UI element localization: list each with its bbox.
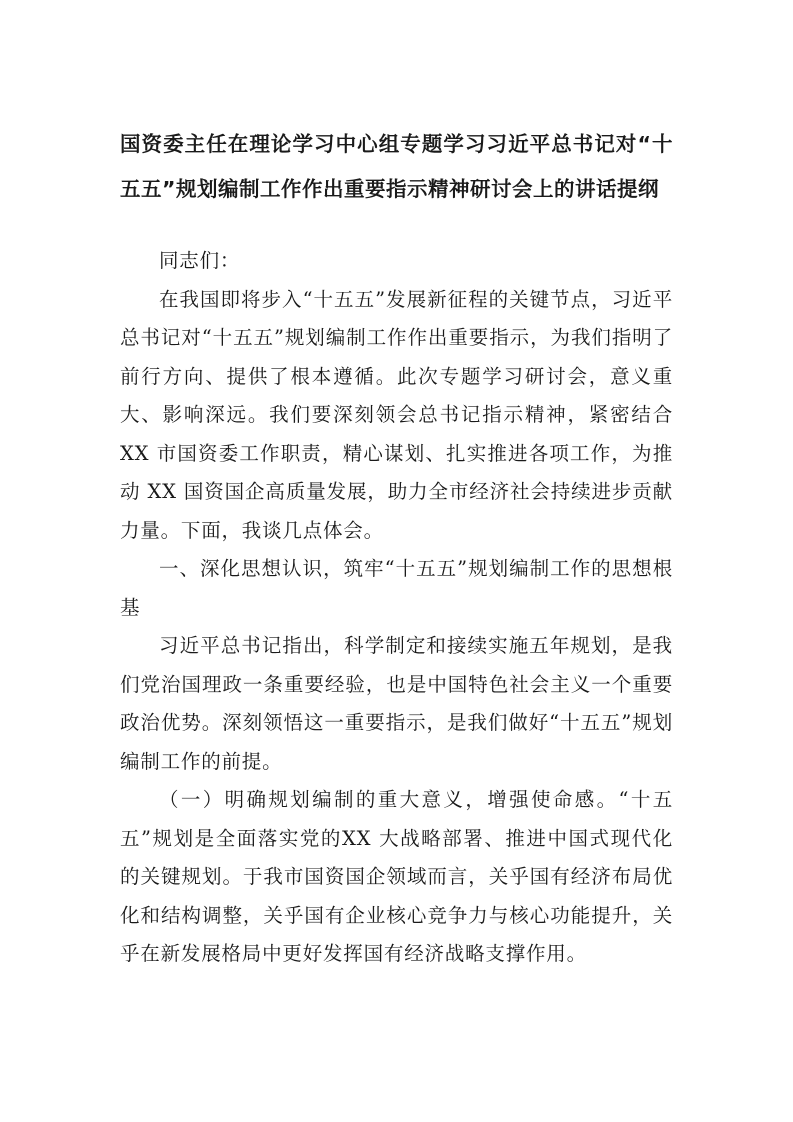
document-body — [120, 122, 673, 974]
section-1-paragraph: 习近平总书记指出，科学制定和接续实施五年规划，是我们党治国理政一条重要经验，也是中国特色社会主义一个重要政治优势。深刻领悟这一重要指示，是我们做好“十五五”规划编制工作的前提。 — [120, 634, 673, 773]
intro-paragraph: 在我国即将步入“十五五”发展新征程的关键节点，习近平总书记对“十五五”规划编制工作作出重要指示，为我们指明了前行方向、提供了根本遵循。此次专题学习研讨会，意义重大、影响深远。我们要深刻领会总书记指示精神，紧密结合 XX 市国资委工作职责，精心谋划、扎实推进各项工作，为推动 XX 国资国企高质量发展，助力全市经济社会持续进步贡献力量。下面，我谈几点体会。 — [120, 287, 673, 542]
title-spacer — [120, 212, 673, 242]
subsection-1-paragraph: （一）明确规划编制的重大意义，增强使命感。“十五五”规划是全面落实党的XX 大战略部署、推进中国式现代化的关键规划。于我市国资国企领域而言，关乎国有经济布局优化和结构调整，关乎国有企业核心竞争力与核心功能提升，关乎在新发展格局中更好发挥国有经济战略支撑作用。 — [120, 788, 673, 965]
salutation-paragraph: 同志们： — [159, 249, 241, 272]
document-title: 国资委主任在理论学习中心组专题学习习近平总书记对“十五五”规划编制工作作出重要指示精神研讨会上的讲话提纲 — [120, 132, 673, 201]
section-heading-1: 一、深化思想认识，筑牢“十五五”规划编制工作的思想根基 — [120, 557, 673, 619]
